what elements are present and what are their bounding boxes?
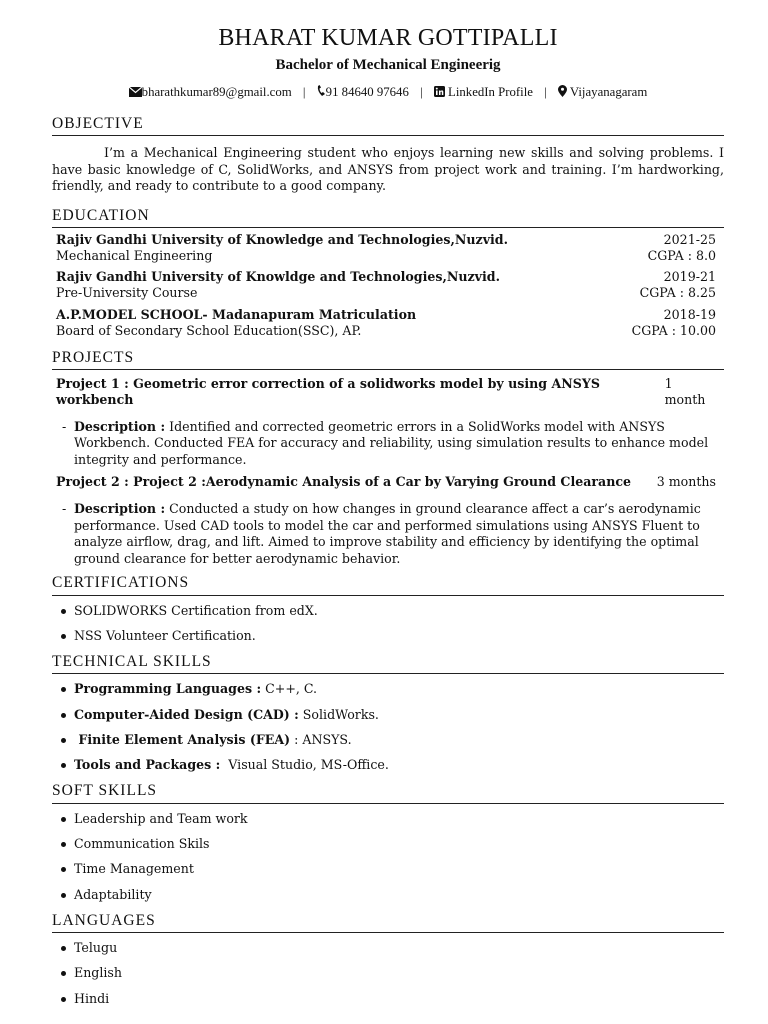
- bullet-dot: [61, 842, 66, 847]
- skill-label: Finite Element Analysis (FEA): [74, 731, 291, 747]
- linkedin-icon: [434, 85, 445, 102]
- certifications-heading: CERTIFICATIONS: [52, 573, 724, 595]
- location-text: Vijayanagaram: [569, 85, 648, 99]
- project-description: [52, 501, 724, 567]
- project-title: Project 2 : Project 2 :Aerodynamic Analysis of a Car by Varying Ground Clearance: [56, 474, 632, 490]
- bullet-dot: [61, 713, 66, 718]
- description-text: Conducted a study on how changes in ground clearance affect a car’s aerodynamic performance. Used CAD tools to model the car and performed simulations using ANSYS Fluent to analyze airflow, drag, and lift. Aimed to improve stability and efficiency by identifying the optimal ground clearance for better aerodynamic behavior.: [74, 501, 701, 566]
- project-duration: 3 months: [656, 474, 716, 490]
- certifications-list: [52, 602, 724, 653]
- education-heading: EDUCATION: [52, 206, 724, 228]
- certification-text: NSS Volunteer Certification.: [74, 627, 256, 643]
- project-header: [52, 474, 724, 490]
- linkedin-link[interactable]: LinkedIn Profile: [448, 85, 533, 99]
- list-item: [52, 810, 724, 835]
- project-title: Project 1 : Geometric error correction of a solidworks model by using ANSYS workbench: [56, 375, 600, 407]
- program-name: Mechanical Engineering: [56, 248, 213, 264]
- project-duration: 1 month: [664, 375, 706, 407]
- list-item: [52, 627, 724, 652]
- skill-value: SolidWorks.: [298, 706, 379, 722]
- list-item: [52, 886, 724, 911]
- list-item: [52, 835, 724, 860]
- list-item: [52, 706, 724, 731]
- soft-skill-text: Leadership and Team work: [74, 810, 248, 826]
- skill-label: Tools and Packages :: [74, 757, 221, 773]
- list-item: [52, 990, 724, 1015]
- skill-label: Programming Languages :: [74, 681, 262, 697]
- skill-label: Computer-Aided Design (CAD) :: [74, 706, 299, 722]
- dash-bullet: -: [62, 501, 67, 517]
- bullet-dot: [61, 763, 66, 768]
- description-label: Description :: [74, 501, 166, 517]
- skill-value: : ANSYS.: [290, 731, 352, 747]
- separator: |: [302, 85, 306, 99]
- education-years: 2021-25: [663, 231, 716, 247]
- languages-list: [52, 939, 724, 1015]
- email-link[interactable]: bharathkumar89@gmail.com: [141, 85, 292, 99]
- list-item: [52, 731, 724, 756]
- bullet-dot: [61, 634, 66, 639]
- contact-line: [52, 84, 724, 102]
- skill-value: C++, C.: [261, 681, 318, 697]
- project-description: [52, 419, 724, 469]
- list-item: [52, 964, 724, 989]
- education-years: 2019-21: [663, 268, 716, 284]
- degree-title: Bachelor of Mechanical Engineerig: [275, 57, 501, 73]
- envelope-icon: [129, 85, 142, 102]
- list-item: [52, 602, 724, 627]
- education-score: CGPA : 10.00: [631, 323, 716, 339]
- institution-name: Rajiv Gandhi University of Knowldge and Technologies,Nuzvid.: [56, 268, 500, 284]
- objective-heading: OBJECTIVE: [52, 114, 724, 136]
- institution-name: Rajiv Gandhi University of Knowledge and Technologies,Nuzvid.: [56, 231, 508, 247]
- soft-skill-text: Time Management: [74, 861, 194, 877]
- bullet-dot: [61, 738, 66, 743]
- description-label: Description :: [74, 418, 166, 434]
- bullet-dot: [61, 687, 66, 692]
- phone-number[interactable]: 91 84640 97646: [325, 85, 409, 99]
- bullet-dot: [61, 609, 66, 614]
- soft-skill-text: Communication Skils: [74, 835, 210, 851]
- list-item: [52, 939, 724, 964]
- soft-skill-text: Adaptability: [74, 886, 152, 902]
- separator: |: [544, 85, 547, 99]
- language-text: Hindi: [74, 990, 110, 1006]
- skill-value: Visual Studio, MS-Office.: [220, 757, 389, 773]
- languages-heading: LANGUAGES: [52, 911, 724, 933]
- language-text: English: [74, 965, 122, 981]
- bullet-dot: [61, 893, 66, 898]
- language-text: Telugu: [74, 939, 118, 955]
- bullet-dot: [61, 971, 66, 976]
- education-entry: [52, 307, 724, 340]
- education-score: CGPA : 8.0: [647, 248, 716, 264]
- bullet-dot: [61, 946, 66, 951]
- program-name: Pre-University Course: [56, 285, 198, 301]
- education-entry: [52, 232, 724, 265]
- objective-text: I’m a Mechanical Engineering student who enjoys learning new skills and solving problems. I have basic knowledge of C, SolidWorks, and ANSYS from project work and training. I’m hardworking, friendly, and ready to contribute to a good company.: [52, 145, 724, 194]
- bullet-dot: [61, 817, 66, 822]
- certification-text: SOLIDWORKS Certification from edX.: [74, 602, 318, 618]
- description-text: Identified and corrected geometric errors in a SolidWorks model with ANSYS Workbench. Conducted FEA for accuracy and reliability, using simulation results to enhance model integrity and performance.: [74, 418, 709, 467]
- dash-bullet: -: [62, 418, 67, 434]
- list-item: [52, 860, 724, 885]
- soft-skills-heading: SOFT SKILLS: [52, 781, 724, 803]
- bullet-dot: [61, 997, 66, 1002]
- institution-name: A.P.MODEL SCHOOL- Madanapuram Matriculation: [56, 306, 417, 322]
- education-years: 2018-19: [663, 306, 716, 322]
- program-name: Board of Secondary School Education(SSC), AP.: [56, 323, 362, 339]
- candidate-name: BHARAT KUMAR GOTTIPALLI: [218, 25, 558, 51]
- project-header: [52, 376, 724, 408]
- phone-icon: [317, 85, 326, 102]
- education-score: CGPA : 8.25: [639, 285, 716, 301]
- soft-skills-list: [52, 810, 724, 911]
- list-item: [52, 756, 724, 781]
- resume-page: [52, 22, 724, 1015]
- technical-skills-list: [52, 680, 724, 781]
- education-entry: [52, 269, 724, 302]
- separator: |: [420, 85, 423, 99]
- bullet-dot: [61, 867, 66, 872]
- projects-heading: PROJECTS: [52, 348, 724, 370]
- technical-skills-heading: TECHNICAL SKILLS: [52, 652, 724, 674]
- location-pin-icon: [558, 85, 567, 102]
- list-item: [52, 680, 724, 705]
